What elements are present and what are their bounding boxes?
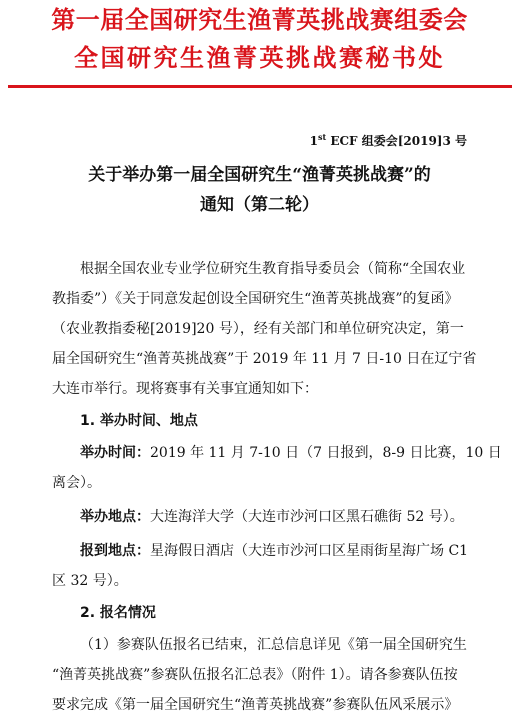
registration-line-2: 区 32 号）。	[52, 573, 128, 589]
registration-label: 报到地点：	[80, 543, 150, 559]
venue-label: 举办地点：	[80, 509, 150, 525]
header-secretariat: 全国研究生渔菁英挑战赛秘书处	[74, 44, 445, 72]
registration-text: 星海假日酒店（大连市沙河口区星雨街星海广场 C1	[150, 543, 469, 559]
venue-text: 大连海洋大学（大连市沙河口区黑石礁街 52 号）。	[150, 509, 464, 525]
intro-line-2: 教指委”）《关于同意发起创设全国研究生“渔菁英挑战赛”的复函》	[52, 291, 459, 307]
time-line-1	[80, 438, 502, 468]
time-label: 举办时间：	[80, 445, 150, 461]
notice-title-line2: 通知（第二轮）	[200, 195, 319, 215]
time-text: 2019 年 11 月 7-10 日（7 日报到，8-9 日比赛，10 日	[150, 445, 502, 461]
doc-number-sup: st	[317, 132, 327, 142]
intro-line-3: （农业教指委秘[2019]20 号），经有关部门和单位研究决定，第一	[52, 321, 464, 337]
time-line-2: 离会）。	[52, 475, 101, 491]
intro-line-1: 根据全国农业专业学位研究生教育指导委员会（简称“全国农业	[80, 261, 466, 277]
section-heading-time-place: 1. 举办时间、地点	[80, 413, 198, 429]
header-organizing-committee: 第一届全国研究生渔菁英挑战赛组委会	[51, 6, 468, 34]
signup-line-1: （1）参赛队伍报名已结束，汇总信息详见《第一届全国研究生	[80, 637, 467, 653]
signup-line-2: “渔菁英挑战赛”参赛队伍报名汇总表》（附件 1）。请各参赛队伍按	[52, 667, 458, 683]
intro-line-5: 大连市举行。现将赛事有关事宜通知如下：	[52, 381, 318, 397]
intro-line-4: 届全国研究生“渔菁英挑战赛”于 2019 年 11 月 7 日-10 日在辽宁省	[52, 351, 477, 367]
registration-line-1	[80, 536, 468, 566]
venue-line	[80, 502, 464, 532]
signup-line-3: 要求完成《第一届全国研究生“渔菁英挑战赛”参赛队伍风采展示》	[52, 697, 459, 713]
notice-body	[52, 0, 502, 727]
notice-title-line1: 关于举办第一届全国研究生“渔菁英挑战赛”的	[88, 165, 431, 185]
doc-number-rest: ECF 组委会[2019]3 号	[326, 134, 467, 148]
doc-number-prefix: 1	[309, 134, 318, 148]
section-heading-registration: 2. 报名情况	[80, 605, 156, 621]
